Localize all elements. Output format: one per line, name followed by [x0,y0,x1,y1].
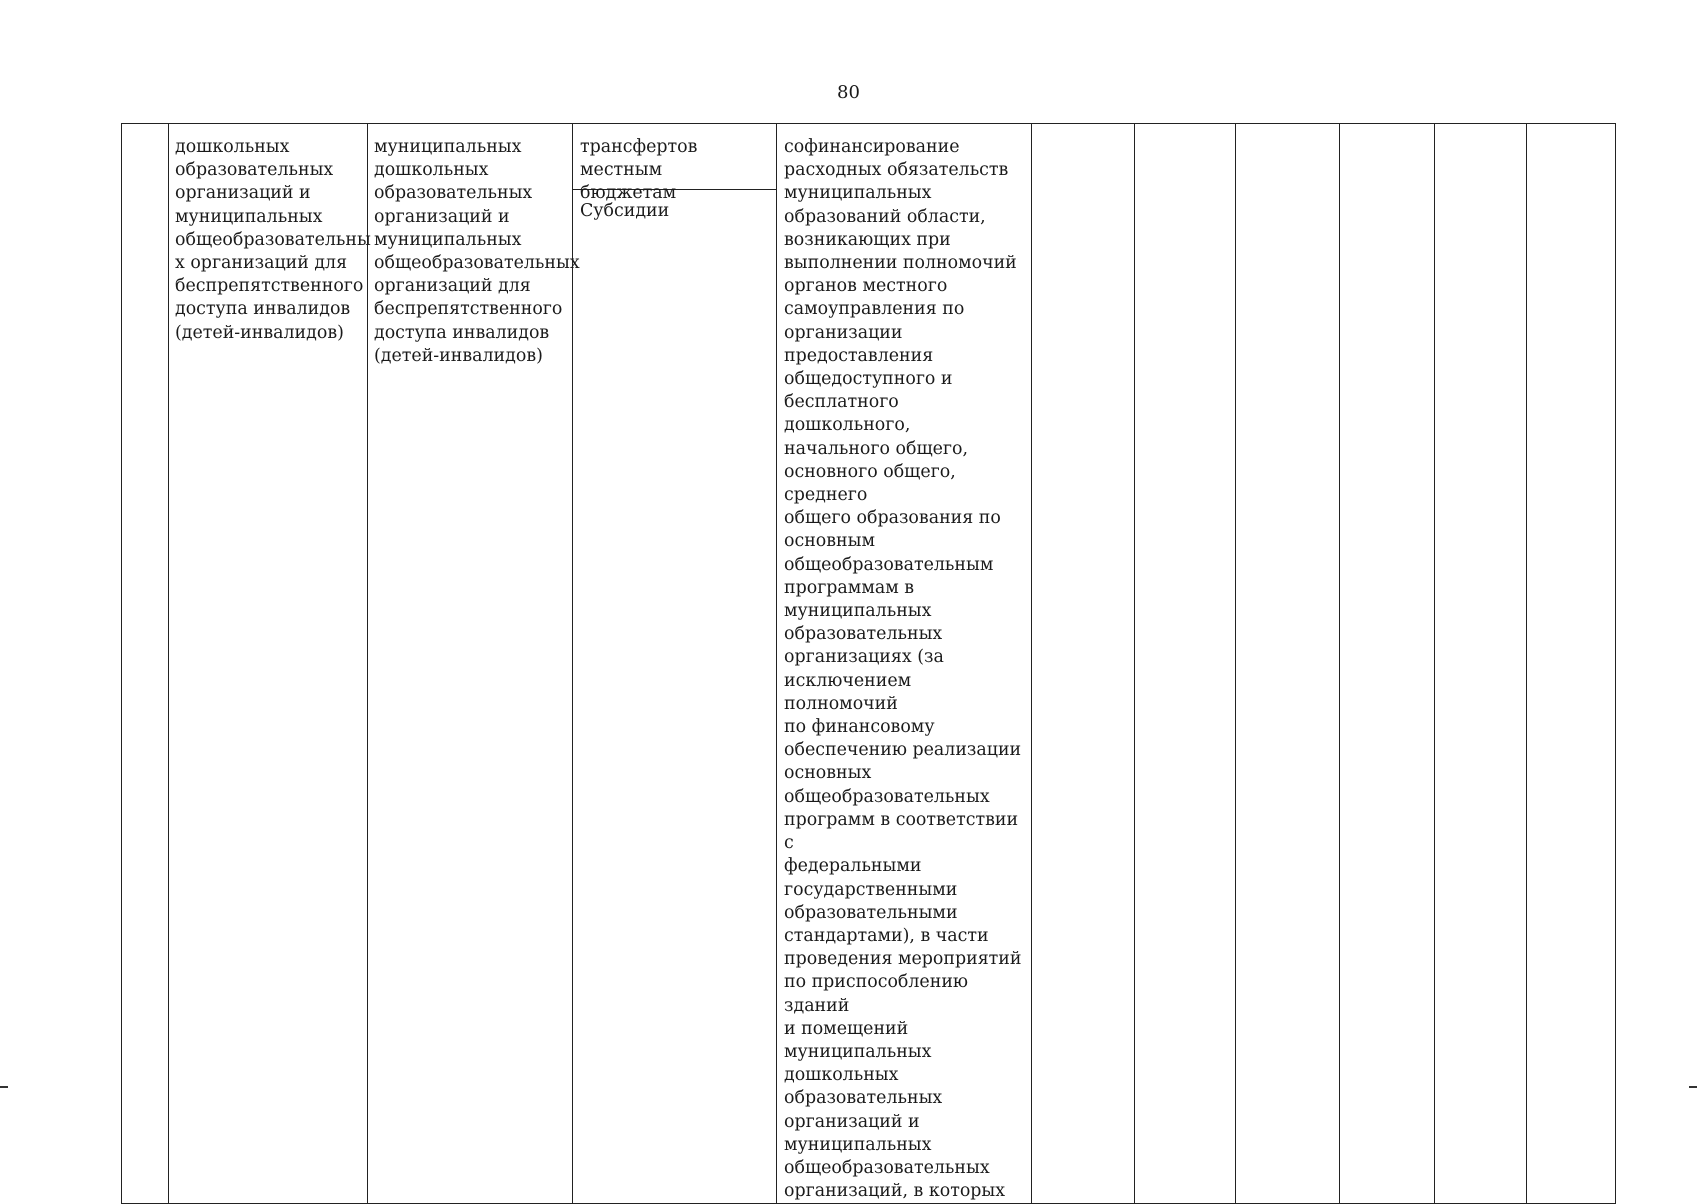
measure-name-cell [169,124,371,1204]
measure-name-text: дошкольных образовательных организаций и муниципальных общеобразовательны х организаций для беспрепятственного доступа инвалидов (детей-инвалидов) [175,137,371,343]
purpose-text: софинансирование расходных обязательств муниципальных образований области, возникающих при выполнении полномочий органов местного самоуправления по организации предоставления общедоступного и бесплатного дошкольного, начального общего, основного общего, среднего общего образования по основным общеобразовательным программам в муниципальных образовательных организациях (за исключением полномочий по финансовому обеспечению реализации основных общеобразовательных программ в соответствии с федеральными государственными образовательными стандартами), в части проведения мероприятий по приспособлению зданий и помещений муниципальных дошкольных образовательных организаций и муниципальных общеобразовательных организаций, в которых [784,137,1022,1202]
empty-cell-5 [1435,124,1527,1204]
table-row [122,124,1616,1204]
purpose-cell [777,124,1032,1204]
margin-mark-left [0,1086,8,1088]
transfer-type-cell [573,124,777,1204]
margin-mark-right [1689,1086,1697,1088]
measure-object-cell [368,124,580,1204]
transfer-type-bottom: Субсидии [580,201,670,221]
page-number: 80 [837,82,860,103]
measure-object-text: муниципальных дошкольных образовательных организаций и муниципальных общеобразовательных организаций для беспрепятственного доступа инвалидов (детей-инвалидов) [374,137,580,366]
empty-cell-6 [1527,124,1616,1204]
transfer-type-top: трансфертов местным бюджетам [573,124,776,190]
continuation-table [121,123,1616,1204]
empty-cell-4 [1340,124,1435,1204]
empty-cell-3 [1236,124,1340,1204]
row-number-cell [122,124,169,1204]
empty-cell-2 [1135,124,1236,1204]
empty-cell-1 [1032,124,1135,1204]
